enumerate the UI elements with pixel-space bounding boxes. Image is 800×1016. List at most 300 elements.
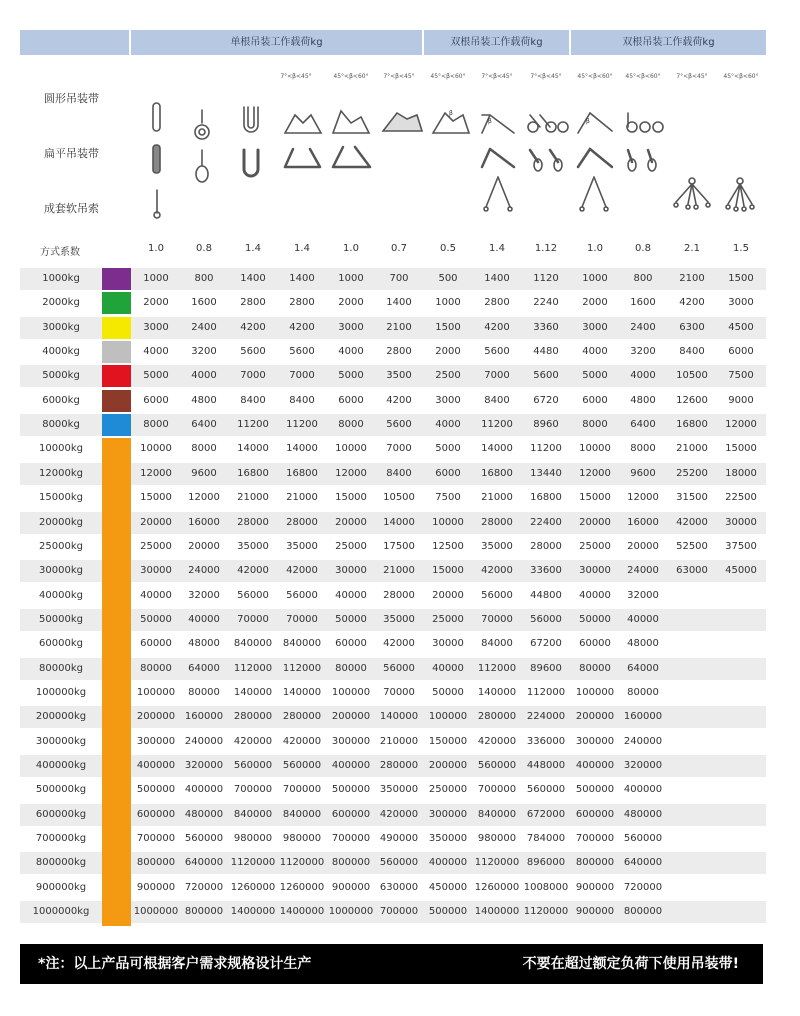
weight-label: 5000kg <box>42 370 80 382</box>
coef-value: 1.4 <box>245 243 261 254</box>
table-cell: 2800 <box>484 297 510 309</box>
table-cell: 640000 <box>623 857 663 869</box>
table-cell: 2000 <box>435 346 461 358</box>
table-row <box>20 658 766 680</box>
table-cell: 64000 <box>188 662 220 674</box>
table-cell: 7000 <box>240 370 266 382</box>
table-cell: 12000 <box>579 467 611 479</box>
table-cell: 11200 <box>530 443 562 455</box>
table-cell: 30000 <box>140 565 172 577</box>
weight-label: 1000kg <box>42 273 80 284</box>
table-cell: 40000 <box>579 589 611 601</box>
table-cell: 14000 <box>383 516 415 528</box>
table-cell: 900000 <box>331 881 371 893</box>
table-cell: 42000 <box>286 565 318 577</box>
angle-label: 7°<β<45° <box>530 73 562 80</box>
table-cell: 42000 <box>383 638 415 650</box>
table-cell: 17500 <box>383 540 415 552</box>
basket-wide-round-icon <box>333 111 369 133</box>
table-cell: 10500 <box>383 492 415 504</box>
table-cell: 160000 <box>184 711 224 723</box>
coef-value: 0.7 <box>391 243 407 254</box>
table-cell: 400000 <box>575 760 615 771</box>
vertical-set-icon <box>154 190 160 218</box>
table-cell: 25000 <box>432 613 464 625</box>
weight-label: 800000kg <box>35 857 87 869</box>
table-cell: 200000 <box>575 711 615 723</box>
table-cell: 56000 <box>383 662 415 674</box>
table-cell: 56000 <box>237 589 269 601</box>
table-cell: 64000 <box>627 662 659 674</box>
table-cell: 1008000 <box>523 881 569 893</box>
table-cell: 560000 <box>184 833 224 845</box>
table-cell: 8400 <box>240 394 266 406</box>
table-cell: 60000 <box>140 638 172 650</box>
table-cell: 720000 <box>623 881 663 893</box>
table-cell: 300000 <box>575 735 615 747</box>
table-cell: 4000 <box>338 346 364 358</box>
table-cell: 300000 <box>331 735 371 747</box>
table-cell: 50000 <box>432 686 464 698</box>
table-cell: 560000 <box>477 760 517 771</box>
table-cell: 8400 <box>289 394 315 406</box>
table-cell: 200000 <box>136 711 176 723</box>
table-cell: 5000 <box>435 443 461 455</box>
table-cell: 1500 <box>728 273 754 284</box>
table-cell: 240000 <box>184 735 224 747</box>
basket-angle-round-icon <box>285 115 321 133</box>
table-cell: 600000 <box>331 808 371 820</box>
table-cell: 210000 <box>379 735 419 747</box>
table-cell: 8400 <box>484 394 510 406</box>
table-cell: 11200 <box>237 419 269 431</box>
table-cell: 1400 <box>289 273 315 284</box>
weight-label: 400000kg <box>35 760 87 771</box>
double-basket-flat-icon <box>578 149 612 167</box>
table-cell: 6400 <box>630 419 656 431</box>
weight-label: 6000kg <box>42 394 80 406</box>
table-cell: 8000 <box>630 443 656 455</box>
table-row <box>20 804 766 826</box>
table-cell: 48000 <box>188 638 220 650</box>
table-cell: 2500 <box>435 370 461 382</box>
table-cell: 800000 <box>331 857 371 869</box>
table-cell: 4000 <box>630 370 656 382</box>
table-cell: 11200 <box>286 419 318 431</box>
table-cell: 40000 <box>627 613 659 625</box>
table-cell: 6000 <box>338 394 364 406</box>
table-cell: 400000 <box>184 784 224 796</box>
table-cell: 420000 <box>379 808 419 820</box>
coef-value: 0.8 <box>635 243 651 254</box>
table-cell: 6400 <box>191 419 217 431</box>
svg-text:β: β <box>488 118 492 125</box>
table-cell: 350000 <box>379 784 419 796</box>
table-cell: 700 <box>389 273 409 284</box>
double-basket-choke-flat-icon <box>628 150 656 171</box>
table-cell: 8000 <box>143 419 169 431</box>
double-vertical-flat-icon <box>482 149 514 167</box>
table-cell: 31500 <box>676 492 708 504</box>
color-swatch <box>102 414 131 436</box>
table-cell: 980000 <box>477 833 517 845</box>
table-cell: 50000 <box>335 613 367 625</box>
table-cell: 840000 <box>233 638 273 650</box>
table-cell: 15000 <box>579 492 611 504</box>
table-cell: 100000 <box>428 711 468 723</box>
table-cell: 280000 <box>477 711 517 723</box>
table-cell: 700000 <box>575 833 615 845</box>
table-cell: 6000 <box>143 394 169 406</box>
table-row <box>20 682 766 704</box>
weight-label: 30000kg <box>39 565 83 577</box>
table-cell: 980000 <box>282 833 322 845</box>
color-swatch <box>102 317 131 339</box>
header-double-lift-1 <box>424 30 569 55</box>
color-swatch <box>102 341 131 363</box>
table-cell: 12600 <box>676 394 708 406</box>
table-cell: 560000 <box>233 760 273 771</box>
table-cell: 900000 <box>136 881 176 893</box>
table-cell: 300000 <box>428 808 468 820</box>
table-cell: 80000 <box>140 662 172 674</box>
table-row <box>20 487 766 509</box>
table-cell: 14000 <box>237 443 269 455</box>
choke-round-sling-icon <box>195 110 209 139</box>
table-cell: 800000 <box>136 857 176 869</box>
table-cell: 70000 <box>481 613 513 625</box>
table-cell: 1120 <box>533 273 559 284</box>
table-cell: 1400000 <box>279 906 325 918</box>
table-row <box>20 877 766 899</box>
table-cell: 80000 <box>627 686 659 698</box>
table-cell: 40000 <box>188 613 220 625</box>
table-cell: 22400 <box>530 516 562 528</box>
table-cell: 560000 <box>623 833 663 845</box>
table-cell: 21000 <box>383 565 415 577</box>
table-cell: 7000 <box>484 370 510 382</box>
table-cell: 20000 <box>432 589 464 601</box>
basket-triangle-icon <box>383 113 422 131</box>
table-cell: 896000 <box>526 857 566 869</box>
table-cell: 1000 <box>582 273 608 284</box>
table-cell: 28000 <box>530 540 562 552</box>
table-cell: 2800 <box>240 297 266 309</box>
header-double-label-2: 双根吊装工作载荷kg <box>622 37 715 48</box>
table-cell: 2000 <box>143 297 169 309</box>
table-cell: 420000 <box>282 735 322 747</box>
table-cell: 420000 <box>477 735 517 747</box>
coef-value: 1.0 <box>343 243 359 254</box>
table-cell: 4000 <box>191 370 217 382</box>
table-row <box>20 585 766 607</box>
weight-label: 4000kg <box>42 346 80 358</box>
table-cell: 18000 <box>725 467 757 479</box>
table-cell: 44800 <box>530 589 562 601</box>
table-cell: 3000 <box>143 321 169 333</box>
table-cell: 60000 <box>335 638 367 650</box>
table-row <box>20 731 766 753</box>
table-cell: 700000 <box>136 833 176 845</box>
sling-diagrams <box>0 95 800 225</box>
coef-value: 0.5 <box>440 243 456 254</box>
weight-label: 20000kg <box>39 516 83 528</box>
table-cell: 480000 <box>184 808 224 820</box>
table-cell: 9600 <box>191 467 217 479</box>
table-cell: 450000 <box>428 881 468 893</box>
table-cell: 6000 <box>582 394 608 406</box>
table-cell: 8000 <box>191 443 217 455</box>
table-cell: 2400 <box>191 321 217 333</box>
table-cell: 3200 <box>630 346 656 358</box>
table-cell: 200000 <box>428 760 468 771</box>
weight-label: 900000kg <box>35 881 87 893</box>
table-cell: 40000 <box>432 662 464 674</box>
footer-warning: 不要在超过额定负荷下使用吊装带! <box>522 956 739 972</box>
table-row <box>20 706 766 728</box>
table-cell: 52500 <box>676 540 708 552</box>
color-swatch <box>102 390 131 412</box>
table-row <box>20 365 766 387</box>
table-cell: 200000 <box>331 711 371 723</box>
table-cell: 700000 <box>282 784 322 796</box>
table-row <box>20 852 766 874</box>
table-cell: 30000 <box>432 638 464 650</box>
table-cell: 35000 <box>383 613 415 625</box>
table-cell: 112000 <box>282 662 322 674</box>
table-cell: 500000 <box>428 906 468 918</box>
table-cell: 3000 <box>338 321 364 333</box>
footer-note: *注：以上产品可根据客户需求规格设计生产 <box>38 956 312 972</box>
table-cell: 420000 <box>233 735 273 747</box>
coef-value: 1.4 <box>489 243 505 254</box>
table-cell: 12000 <box>140 467 172 479</box>
label-sling-set: 成套软吊索 <box>44 202 99 215</box>
table-cell: 25000 <box>140 540 172 552</box>
table-cell: 1500 <box>435 321 461 333</box>
table-cell: 14000 <box>481 443 513 455</box>
table-cell: 560000 <box>379 857 419 869</box>
table-row <box>20 536 766 558</box>
table-cell: 9000 <box>728 394 754 406</box>
table-cell: 12000 <box>335 467 367 479</box>
table-cell: 4800 <box>630 394 656 406</box>
table-cell: 100000 <box>331 686 371 698</box>
weight-label: 100000kg <box>35 686 87 698</box>
table-cell: 140000 <box>379 711 419 723</box>
table-cell: 15000 <box>140 492 172 504</box>
table-cell: 4200 <box>484 321 510 333</box>
table-cell: 600000 <box>575 808 615 820</box>
table-cell: 320000 <box>184 760 224 771</box>
coef-value: 1.4 <box>294 243 310 254</box>
table-cell: 89600 <box>530 662 562 674</box>
header-bar-left-blank <box>20 30 129 55</box>
table-cell: 56000 <box>530 613 562 625</box>
table-cell: 2400 <box>630 321 656 333</box>
table-cell: 70000 <box>237 613 269 625</box>
table-cell: 30000 <box>579 565 611 577</box>
table-cell: 37500 <box>725 540 757 552</box>
table-cell: 3000 <box>582 321 608 333</box>
table-cell: 2800 <box>289 297 315 309</box>
table-cell: 32000 <box>188 589 220 601</box>
table-cell: 1400 <box>484 273 510 284</box>
table-cell: 5000 <box>338 370 364 382</box>
table-cell: 1400000 <box>474 906 520 918</box>
footer-banner <box>20 944 763 984</box>
table-cell: 12500 <box>432 540 464 552</box>
table-cell: 5600 <box>484 346 510 358</box>
weight-label: 15000kg <box>39 492 83 504</box>
table-cell: 16000 <box>188 516 220 528</box>
table-cell: 20000 <box>579 516 611 528</box>
table-cell: 112000 <box>233 662 273 674</box>
table-row <box>20 438 766 460</box>
table-cell: 1000 <box>435 297 461 309</box>
multi-leg-set-icon <box>674 178 710 209</box>
table-cell: 16800 <box>481 467 513 479</box>
table-cell: 70000 <box>286 613 318 625</box>
table-cell: 7500 <box>728 370 754 382</box>
table-cell: 240000 <box>623 735 663 747</box>
table-cell: 784000 <box>526 833 566 845</box>
angle-label: 7°<β<45° <box>383 73 415 80</box>
table-cell: 490000 <box>379 833 419 845</box>
table-cell: 12000 <box>725 419 757 431</box>
table-cell: 1260000 <box>279 881 325 893</box>
coef-label: 方式系数 <box>40 247 80 258</box>
weight-label: 80000kg <box>39 662 83 674</box>
table-cell: 400000 <box>428 857 468 869</box>
table-cell: 800000 <box>184 906 224 918</box>
angle-label: 45°<β<60° <box>577 73 613 80</box>
table-cell: 22500 <box>725 492 757 504</box>
table-cell: 28000 <box>237 516 269 528</box>
table-cell: 720000 <box>184 881 224 893</box>
table-cell: 11200 <box>481 419 513 431</box>
weight-label: 60000kg <box>39 638 83 650</box>
table-cell: 10000 <box>579 443 611 455</box>
svg-text:β: β <box>586 118 590 125</box>
table-cell: 1120000 <box>279 857 325 869</box>
table-cell: 40000 <box>140 589 172 601</box>
table-cell: 5600 <box>386 419 412 431</box>
table-cell: 840000 <box>282 808 322 820</box>
header-single-label: 单根吊装工作载荷kg <box>230 37 323 48</box>
table-row <box>20 390 766 412</box>
weight-label: 40000kg <box>39 589 83 601</box>
weight-label: 3000kg <box>42 321 80 333</box>
table-cell: 4000 <box>143 346 169 358</box>
vertical-round-sling-icon <box>153 103 160 131</box>
table-cell: 80000 <box>188 686 220 698</box>
table-cell: 800 <box>633 273 653 284</box>
table-cell: 5600 <box>240 346 266 358</box>
table-cell: 16000 <box>627 516 659 528</box>
table-cell: 560000 <box>282 760 322 771</box>
table-cell: 25200 <box>676 467 708 479</box>
table-cell: 9600 <box>630 467 656 479</box>
table-cell: 280000 <box>282 711 322 723</box>
table-cell: 56000 <box>481 589 513 601</box>
table-cell: 6720 <box>533 394 559 406</box>
angle-label: 45°<β<60° <box>333 73 369 80</box>
table-row <box>20 633 766 655</box>
table-cell: 400000 <box>331 760 371 771</box>
table-cell: 1600 <box>630 297 656 309</box>
table-cell: 840000 <box>282 638 322 650</box>
color-swatch <box>102 365 131 387</box>
table-cell: 28000 <box>286 516 318 528</box>
table-cell: 35000 <box>286 540 318 552</box>
table-row <box>20 463 766 485</box>
table-cell: 20000 <box>140 516 172 528</box>
choke-flat-sling-icon <box>196 150 208 182</box>
table-cell: 4500 <box>728 321 754 333</box>
table-cell: 500000 <box>136 784 176 796</box>
table-cell: 8960 <box>533 419 559 431</box>
table-cell: 320000 <box>623 760 663 771</box>
header-double-lift-2 <box>571 30 766 55</box>
table-cell: 4000 <box>435 419 461 431</box>
table-cell: 80000 <box>335 662 367 674</box>
table-cell: 112000 <box>477 662 517 674</box>
table-cell: 32000 <box>627 589 659 601</box>
table-cell: 6000 <box>728 346 754 358</box>
table-cell: 500000 <box>575 784 615 796</box>
table-cell: 700000 <box>379 906 419 918</box>
table-cell: 1260000 <box>230 881 276 893</box>
coef-value: 1.0 <box>587 243 603 254</box>
table-row <box>20 560 766 582</box>
table-cell: 7500 <box>435 492 461 504</box>
weight-label: 700000kg <box>35 833 87 845</box>
table-cell: 700000 <box>331 833 371 845</box>
angle-label: 7°<β<45° <box>481 73 513 80</box>
multi-leg-set-icon-2 <box>726 178 754 211</box>
table-cell: 350000 <box>428 833 468 845</box>
table-cell: 560000 <box>526 784 566 796</box>
table-cell: 640000 <box>184 857 224 869</box>
table-cell: 50000 <box>579 613 611 625</box>
table-cell: 6300 <box>679 321 705 333</box>
double-basket-round-icon <box>578 113 612 133</box>
table-row <box>20 779 766 801</box>
table-cell: 21000 <box>237 492 269 504</box>
table-cell: 5600 <box>533 370 559 382</box>
table-cell: 840000 <box>477 808 517 820</box>
table-cell: 30000 <box>335 565 367 577</box>
table-cell: 5000 <box>143 370 169 382</box>
table-cell: 630000 <box>379 881 419 893</box>
table-cell: 1120000 <box>474 857 520 869</box>
table-cell: 1400 <box>240 273 266 284</box>
table-row <box>20 268 766 290</box>
angle-label: 45°<β<60° <box>430 73 466 80</box>
table-cell: 4800 <box>191 394 217 406</box>
table-cell: 2100 <box>679 273 705 284</box>
table-cell: 20000 <box>188 540 220 552</box>
table-cell: 25000 <box>335 540 367 552</box>
table-cell: 8400 <box>386 467 412 479</box>
table-cell: 42000 <box>676 516 708 528</box>
table-cell: 600000 <box>136 808 176 820</box>
weight-label: 500000kg <box>35 784 87 796</box>
table-cell: 400000 <box>136 760 176 771</box>
table-cell: 1000 <box>338 273 364 284</box>
table-row <box>20 609 766 631</box>
